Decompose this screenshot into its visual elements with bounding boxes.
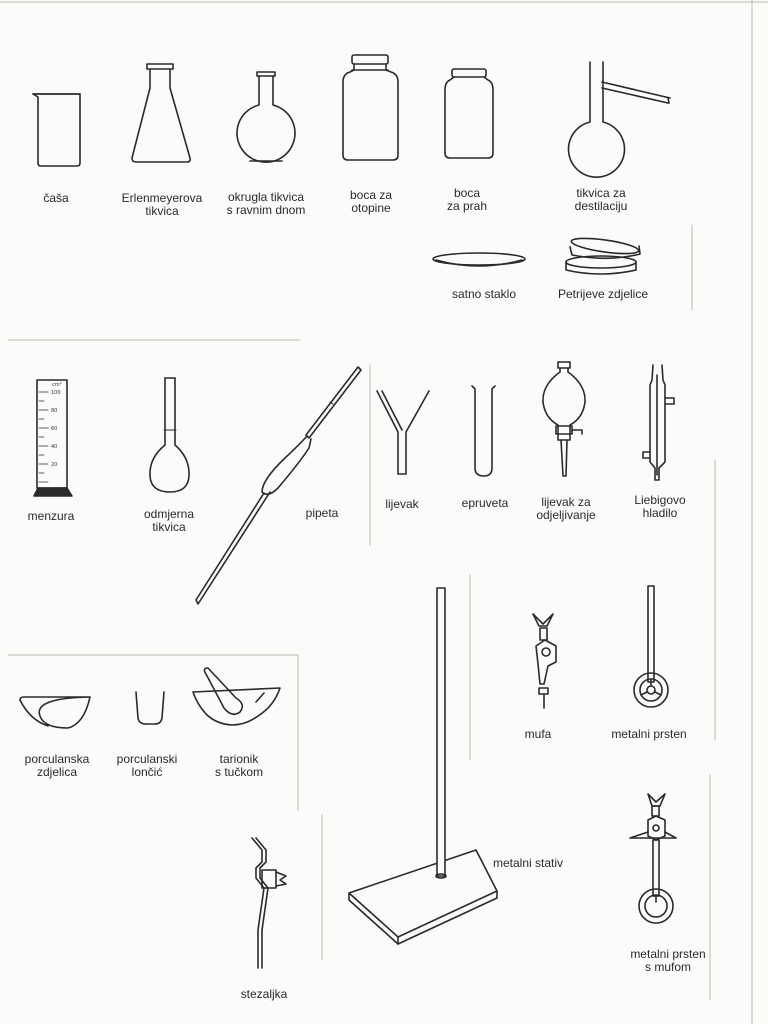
label-graduated-cylinder: menzura: [27, 509, 75, 523]
label-crucible: porculanski lončić: [116, 752, 178, 779]
crucible-drawing: [136, 692, 164, 724]
separatory-funnel-drawing: [543, 362, 585, 476]
label-metal-ring: metalni prsten: [611, 727, 687, 741]
pipette-drawing: [196, 367, 361, 604]
cylinder-tick-label: 60: [51, 426, 58, 432]
test-tube-drawing: [472, 386, 495, 476]
label-petri-dishes: Petrijeve zdjelice: [557, 287, 649, 301]
evaporating-dish-drawing: [20, 697, 90, 728]
petri-dishes-drawing: [566, 235, 640, 274]
ring-with-boss-drawing: [630, 794, 676, 923]
erlenmeyer-flask-drawing: [132, 64, 190, 162]
label-distillation-flask: tikvica za destilaciju: [574, 186, 628, 213]
label-test-tube: epruveta: [461, 496, 509, 510]
label-mortar-pestle: tarionik s tučkom: [214, 752, 264, 779]
label-funnel: lijevak: [385, 497, 419, 511]
watch-glass-drawing: [433, 253, 525, 266]
label-clamp: stezaljka: [240, 987, 288, 1001]
label-liebig-condenser: Liebigovo hladilo: [634, 493, 686, 520]
solution-bottle-drawing: [343, 55, 398, 160]
label-erlenmeyer-flask: Erlenmeyerova tikvica: [121, 191, 203, 218]
powder-bottle-drawing: [445, 69, 493, 158]
round-flask-drawing: [237, 72, 295, 162]
beaker-drawing: [33, 94, 80, 166]
cylinder-tick-label: 40: [51, 444, 58, 450]
cylinder-tick-label: 100: [51, 390, 61, 396]
label-powder-bottle: boca za prah: [446, 186, 488, 213]
retort-stand-drawing: [349, 588, 497, 944]
metal-ring-drawing: [634, 586, 668, 707]
label-casa: čaša: [43, 191, 69, 205]
label-boss-head: mufa: [524, 727, 552, 741]
label-retort-stand: metalni stativ: [493, 856, 564, 870]
label-separatory-funnel: lijevak za odjeljivanje: [536, 495, 596, 522]
volumetric-flask-drawing: [150, 378, 189, 492]
label-evaporating-dish: porculanska zdjelica: [24, 752, 90, 779]
cylinder-unit-label: cm³: [52, 382, 62, 388]
boss-head-clamp-drawing: [533, 614, 556, 708]
label-watch-glass: satno staklo: [451, 287, 517, 301]
label-ring-with-boss: metalni prsten s mufom: [630, 947, 706, 974]
clamp-drawing: [252, 838, 286, 968]
distillation-flask-drawing: [569, 62, 671, 177]
funnel-drawing: [377, 391, 429, 474]
cylinder-tick-label: 80: [51, 408, 58, 414]
liebig-condenser-drawing: [643, 365, 674, 480]
label-round-flask: okrugla tikvica s ravnim dnom: [226, 190, 306, 217]
label-pipette: pipeta: [305, 506, 339, 520]
label-volumetric-flask: odmjerna tikvica: [143, 507, 195, 534]
mortar-pestle-drawing: [193, 668, 280, 725]
label-solution-bottle: boca za otopine: [349, 188, 393, 215]
graduated-cylinder-drawing: [34, 380, 72, 496]
cylinder-tick-label: 20: [51, 462, 58, 468]
